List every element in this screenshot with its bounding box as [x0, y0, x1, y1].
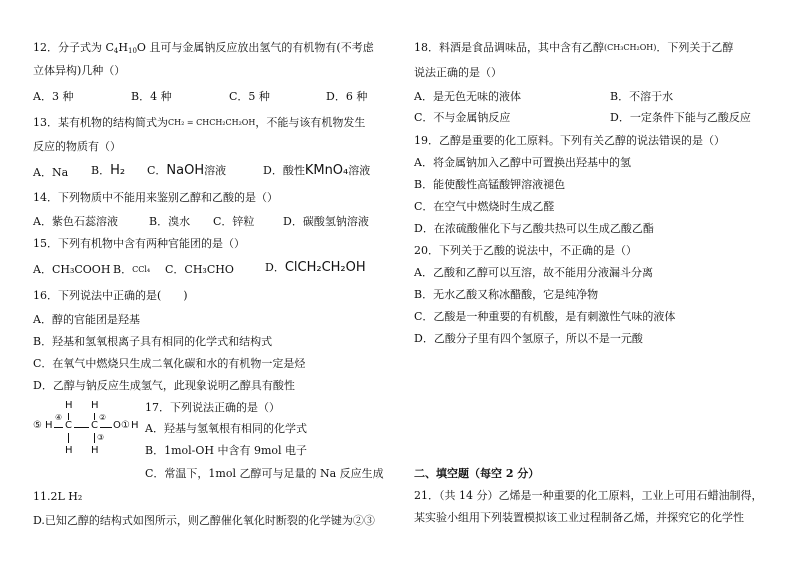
q13-option-d[interactable]	[263, 164, 370, 178]
q13-option-a[interactable]: A．Na	[33, 166, 69, 179]
q19-option-a[interactable]: A．将金属钠加入乙醇中可置换出羟基中的氢	[414, 156, 631, 169]
q13-option-b[interactable]	[91, 164, 125, 178]
q20-option-d[interactable]: D．乙酸分子里有四个氢原子，所以不是一元酸	[414, 332, 643, 345]
q15-option-d-label: D．	[265, 261, 285, 274]
q14-stem: 14．下列物质中不能用来鉴别乙醇和乙酸的是（）	[33, 191, 278, 204]
q13-option-c-formula: NaOH	[166, 163, 205, 178]
q20-option-b[interactable]: B．无水乙酸又称冰醋酸，它是纯净物	[414, 288, 599, 301]
q19-option-d[interactable]: D．在浓硫酸催化下与乙酸共热可以生成乙酸乙酯	[414, 222, 654, 235]
struct-mark-5: ⑤	[33, 420, 42, 431]
q16-option-b[interactable]: B．羟基和氢氧根离子具有相同的化学式和结构式	[33, 335, 273, 348]
q18-text-b: ．下列关于乙醇	[656, 41, 734, 54]
q12-option-c[interactable]: C．5 种	[229, 90, 270, 103]
q17-option-d[interactable]: D.已知乙醇的结构式如图所示，则乙醇催化氧化时断裂的化学键为②③	[33, 514, 375, 527]
q21-stem: 21．（共 14 分）乙烯是一种重要的化工原料，工业上可用石蜡油制得，	[414, 489, 763, 502]
struct-bond	[68, 433, 69, 443]
struct-h-left: H	[45, 420, 53, 431]
struct-bond	[54, 427, 63, 428]
q12-text-c: O 且可与金属钠反应放出氢气的有机物有(不考虑	[136, 41, 374, 54]
q12-text-a: 12．分子式为 C	[33, 41, 114, 54]
q18-stem-line2: 说法正确的是（）	[414, 66, 502, 79]
q18-option-b[interactable]: B．不溶于水	[610, 90, 674, 103]
struct-mark-3: ③	[97, 433, 105, 442]
q16-option-d[interactable]: D．乙醇与钠反应生成氢气，此现象说明乙醇具有酸性	[33, 379, 295, 392]
struct-c-1: C	[65, 420, 72, 431]
q15-option-a[interactable]: A．CH₃COOH	[33, 263, 111, 276]
q12-subscript-c: 4	[113, 47, 119, 55]
q18-option-c[interactable]: C．不与金属钠反应	[414, 111, 511, 124]
struct-h-bottom-1: H	[65, 445, 73, 456]
q18-formula: (CH₃CH₂OH)	[604, 43, 657, 52]
struct-h-top-2: H	[91, 400, 99, 411]
q13-option-b-formula: H₂	[110, 163, 126, 178]
q18-text-a: 18．料酒是食品调味品，其中含有乙醇	[414, 41, 604, 54]
q18-option-d[interactable]: D．一定条件下能与乙酸反应	[610, 111, 751, 124]
q19-option-c[interactable]: C．在空气中燃烧时生成乙醛	[414, 200, 555, 213]
q13-text-a: 13．某有机物的结构简式为	[33, 116, 168, 129]
q13-option-c[interactable]	[147, 164, 226, 178]
struct-mark-1: ①	[121, 420, 130, 431]
q12-option-b[interactable]: B．4 种	[131, 90, 172, 103]
q13-option-b-label: B．	[91, 164, 111, 177]
struct-bond	[94, 433, 95, 443]
q13-formula: CH₂ = CHCH₂CH₂OH	[168, 118, 256, 127]
q16-option-c[interactable]: C．在氧气中燃烧只生成二氧化碳和水的有机物一定是烃	[33, 357, 306, 370]
q17-option-c-tail: 11.2L H₂	[33, 490, 83, 503]
struct-bond	[68, 413, 69, 420]
q13-option-c-tail: 溶液	[204, 164, 227, 177]
q20-option-a[interactable]: A．乙酸和乙醇可以互溶，故不能用分液漏斗分离	[414, 266, 653, 279]
q13-option-d-label: D．酸性	[263, 164, 305, 177]
q15-option-c[interactable]: C．CH₃CHO	[165, 263, 234, 276]
q13-option-d-tail: 溶液	[348, 164, 371, 177]
q18-option-a[interactable]: A．是无色无味的液体	[414, 90, 521, 103]
q20-stem: 20．下列关于乙酸的说法中，不正确的是（）	[414, 244, 637, 257]
q14-option-a[interactable]: A．紫色石蕊溶液	[33, 215, 118, 228]
q16-stem: 16．下列说法中正确的是( )	[33, 289, 188, 302]
q15-option-b-formula: CCl₄	[132, 265, 151, 274]
struct-mark-4: ④	[55, 413, 63, 422]
q15-option-b-label: B．	[113, 263, 133, 276]
q17-option-a[interactable]: A．羟基与氢氧根有相同的化学式	[145, 422, 307, 435]
q14-option-c[interactable]: C．锌粒	[213, 215, 255, 228]
q12-text-b: H	[118, 41, 128, 54]
q13-stem	[33, 116, 365, 130]
struct-bond	[100, 427, 112, 428]
q13-option-d-formula: KMnO₄	[304, 163, 349, 178]
q12-stem	[33, 41, 374, 58]
q14-option-d[interactable]: D．碳酸氢钠溶液	[283, 215, 369, 228]
q13-text-b: ，不能与该有机物发生	[255, 116, 366, 129]
q13-stem-line2: 反应的物质有（）	[33, 140, 121, 153]
ethanol-structure-diagram	[33, 400, 139, 460]
q19-stem: 19．乙醇是重要的化工原料。下列有关乙醇的说法错误的是（）	[414, 134, 725, 147]
q15-stem: 15．下列有机物中含有两种官能团的是（）	[33, 237, 245, 250]
struct-bond	[74, 427, 89, 428]
struct-c-2: C	[91, 420, 98, 431]
q12-stem-line2: 立体异构)几种（）	[33, 64, 126, 77]
q18-stem	[414, 41, 733, 55]
q16-option-a[interactable]: A．醇的官能团是羟基	[33, 313, 140, 326]
struct-o: O	[113, 420, 121, 431]
struct-h-top-1: H	[65, 400, 73, 411]
struct-mark-2: ②	[99, 413, 107, 422]
q12-option-a[interactable]: A．3 种	[33, 90, 74, 103]
q12-option-d[interactable]: D．6 种	[326, 90, 368, 103]
q12-subscript-h: 10	[127, 47, 137, 55]
q13-option-c-label: C．	[147, 164, 167, 177]
q15-option-d[interactable]	[265, 261, 366, 275]
q15-option-b[interactable]	[113, 263, 150, 277]
q14-option-b[interactable]: B．溴水	[149, 215, 191, 228]
q17-stem: 17．下列说法正确的是（）	[145, 401, 280, 414]
struct-h-bottom-2: H	[91, 445, 99, 456]
section2-title: 二、填空题（每空 2 分）	[414, 467, 540, 480]
q20-option-c[interactable]: C．乙酸是一种重要的有机酸，是有刺激性气味的液体	[414, 310, 676, 323]
q19-option-b[interactable]: B．能使酸性高锰酸钾溶液褪色	[414, 178, 566, 191]
q17-option-c[interactable]: C．常温下，1mol 乙醇可与足量的 Na 反应生成	[145, 467, 384, 480]
q21-stem-line2: 某实验小组用下列装置模拟该工业过程制备乙烯，并探究它的化学性	[414, 511, 744, 524]
struct-bond	[94, 413, 95, 420]
q17-option-b[interactable]: B．1mol-OH 中含有 9mol 电子	[145, 444, 308, 457]
q15-option-d-formula: ClCH₂CH₂OH	[284, 260, 366, 275]
struct-h-right: H	[131, 420, 139, 431]
